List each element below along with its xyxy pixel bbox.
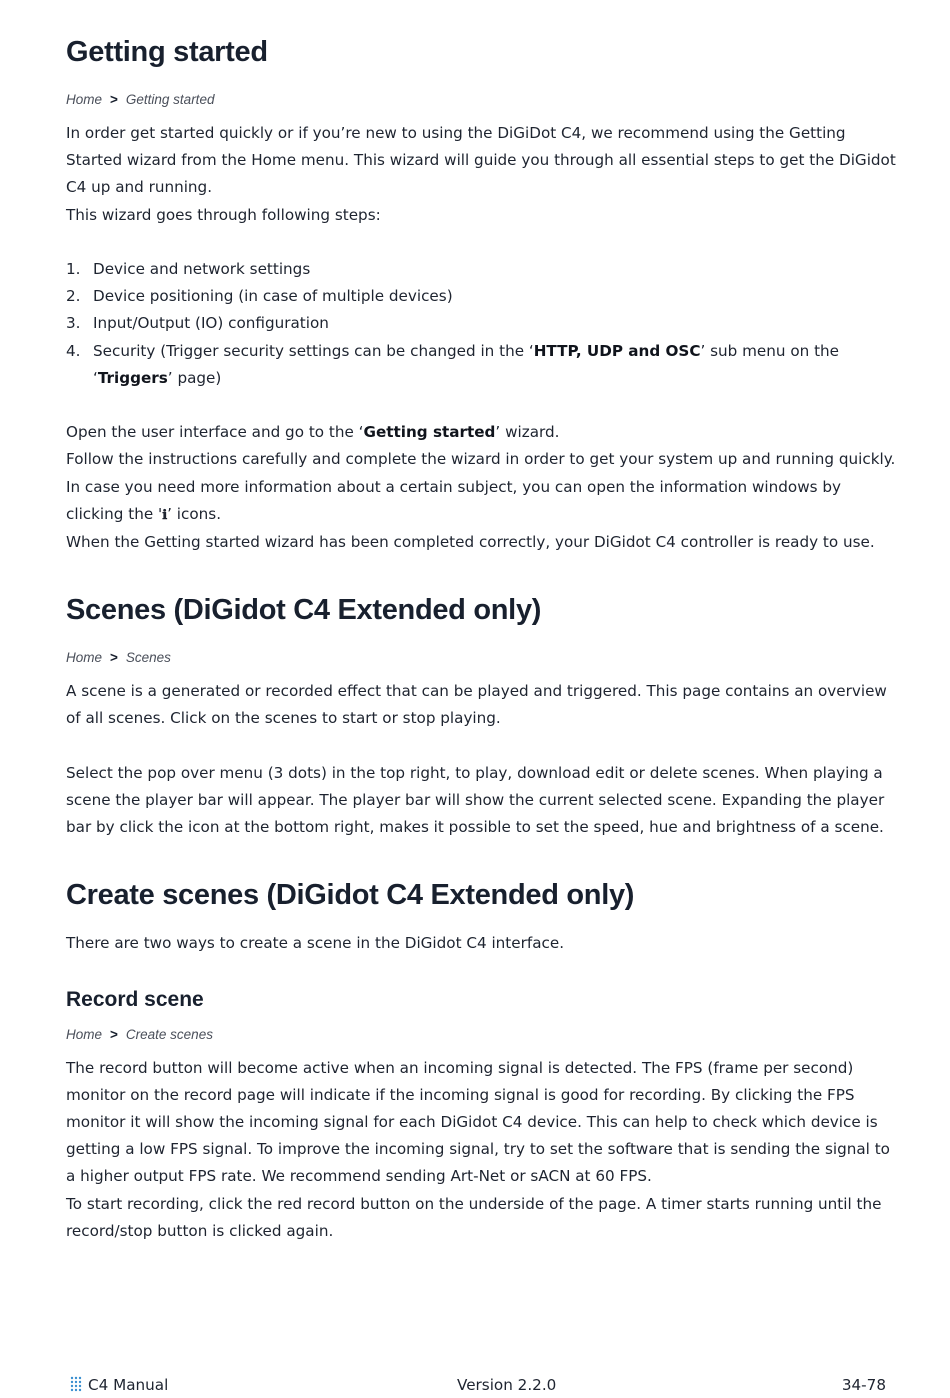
footer-manual-title: C4 Manual (88, 1376, 169, 1394)
paragraph-completed: When the Getting started wizard has been completed correctly, your DiGidot C4 controller is ready to use. (66, 533, 875, 552)
breadcrumb (66, 649, 896, 667)
footer-page-number: 34-78 (841, 1376, 886, 1394)
list-item (66, 256, 896, 283)
list-text: Device and network settings (93, 260, 311, 278)
bold-text: Getting started (363, 423, 496, 442)
paragraph-follow (66, 446, 896, 529)
digidot-dots-icon (70, 1376, 84, 1394)
list-text: Input/Output (IO) configuration (93, 314, 329, 333)
list-number: 4. (66, 341, 81, 360)
breadcrumb (66, 1026, 896, 1044)
bold-text: HTTP, UDP and OSC (533, 341, 701, 360)
breadcrumb-current: Create scenes (125, 1026, 213, 1042)
list-item (66, 310, 896, 337)
footer-left (70, 1376, 168, 1394)
breadcrumb-separator: > (110, 92, 118, 107)
text-run: ’ icons. (167, 504, 222, 523)
paragraph-scenes-1: A scene is a generated or recorded effect that can be played and triggered. This page contains an overview of all scenes. Click on the scenes to start or stop playing. (66, 682, 887, 728)
paragraph-steps-intro: This wizard goes through following steps: (66, 205, 381, 224)
text-run: Open the user interface and go to the ‘ (66, 423, 364, 442)
breadcrumb (66, 91, 896, 109)
section-title-scenes: Scenes (DiGidot C4 Extended only) (66, 594, 542, 627)
list-number: 3. (66, 314, 81, 333)
document-page (66, 36, 896, 1245)
subsection-title-record-scene: Record scene (66, 987, 204, 1011)
breadcrumb-current: Getting started (125, 92, 215, 107)
list-number: 1. (66, 260, 81, 278)
breadcrumb-home: Home (66, 92, 103, 107)
breadcrumb-separator: > (110, 650, 118, 666)
paragraph-intro: In order get started quickly or if you’re new to using the DiGiDot C4, we recommend using the Getting Started wizard from the Home menu. This wizard will guide you through all essential steps to get the DiGidot C4 up and running. (66, 124, 896, 197)
breadcrumb-home: Home (66, 1026, 103, 1042)
paragraph-record-1: The record button will become active when an incoming signal is detected. The FPS (frame per second) monitor on the record page will indicate if the incoming signal is good for recording. By clicking the FPS monitor it will show the incoming signal for each DiGidot C4 device. This can help to check which device is getting a low FPS signal. To improve the incoming signal, try to set the software that is sending the signal to a higher output FPS rate. We recommend sending Art-Net or sACN at 60 FPS. (66, 1058, 890, 1186)
footer-version: Version 2.2.0 (457, 1376, 557, 1394)
paragraph-record-2: To start recording, click the red record button on the underside of the page. A timer starts running until the record/stop button is clicked again. (66, 1194, 882, 1240)
breadcrumb-home: Home (66, 650, 103, 666)
bold-text: Triggers (97, 368, 168, 387)
breadcrumb-current: Scenes (125, 650, 171, 666)
list-text: Security (Trigger security settings can be changed in the ‘ (93, 341, 534, 360)
list-text: ’ sub menu on the ‘ (93, 341, 840, 387)
paragraph-open-ui (66, 419, 896, 446)
text-run: ’ wizard. (495, 423, 560, 442)
paragraph-create-intro: There are two ways to create a scene in the DiGidot C4 interface. (66, 934, 565, 953)
list-item (66, 283, 896, 310)
list-item (66, 338, 896, 392)
section-title-getting-started: Getting started (66, 36, 268, 68)
list-text: ’ page) (167, 368, 222, 387)
page-footer (70, 1376, 886, 1398)
info-icon: ℹ (162, 507, 168, 523)
list-number: 2. (66, 287, 81, 306)
list-text: Device positioning (in case of multiple devices) (93, 287, 453, 306)
breadcrumb-separator: > (110, 1026, 118, 1042)
steps-list (66, 256, 896, 392)
section-title-create-scenes: Create scenes (DiGidot C4 Extended only) (66, 879, 635, 912)
paragraph-scenes-2: Select the pop over menu (3 dots) in the top right, to play, download edit or delete scenes. When playing a scene the player bar will appear. The player bar will show the current selected scene. Expanding the player bar by click the icon at the bottom right, makes it possible to set the speed, hue and brightness of a scene. (66, 763, 885, 837)
text-run: Follow the instructions carefully and complete the wizard in order to get your system up and running quickly. In case you need more information about a certain subject, you can open the information windows by clicking the ' (66, 450, 896, 523)
